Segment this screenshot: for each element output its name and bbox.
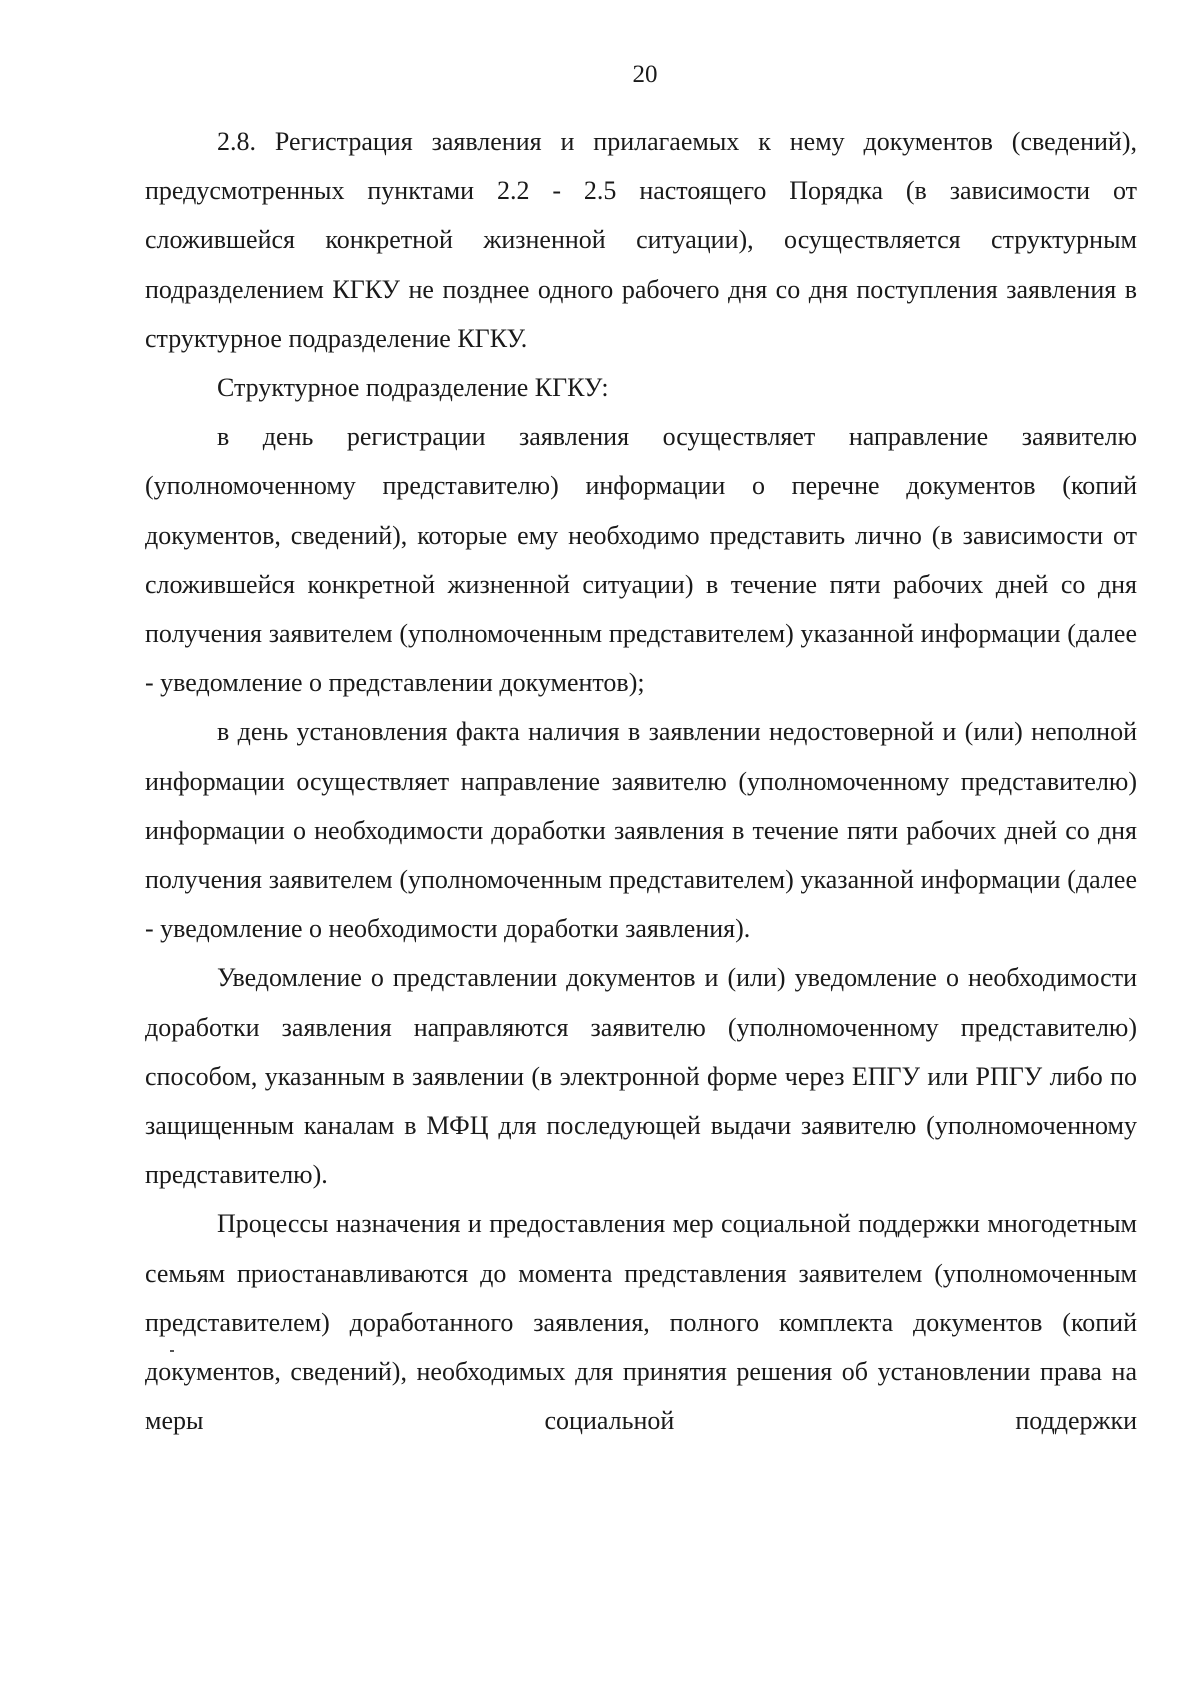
- scan-mark: [170, 1350, 174, 1352]
- paragraph-notification-delivery: Уведомление о представлении документов и (или) уведомление о необходимости доработки заявления направляются заявителю (уполномоченному представителю) способом, указанным в заявлении (в электронной форме через ЕПГУ или РПГУ либо по защищенным каналам в МФЦ для последующей выдачи заявителю (уполномоченному представителю).: [145, 963, 1137, 1190]
- paragraph-suspension: Процессы назначения и предоставления мер социальной поддержки многодетным семьям приостанавливаются до момента представления заявителем (уполномоченным представителем) доработанного заявления, полного комплекта документов (копий документов, сведений), необходимых для принятия решения об установлении права на меры социальной поддержки: [145, 1209, 1137, 1436]
- paragraph-structural-unit: Структурное подразделение КГКУ:: [217, 373, 609, 403]
- paragraph-revision-notice: в день установления факта наличия в заявлении недостоверной и (или) неполной информации осуществляет направление заявителю (уполномоченному представителю) информации о необходимости доработки заявления в течение пяти рабочих дней со дня получения заявителем (уполномоченным представителем) указанной информации (далее - уведомление о необходимости доработки заявления).: [145, 717, 1137, 944]
- document-body: [145, 117, 1137, 1445]
- paragraph-documents-notice: в день регистрации заявления осуществляет направление заявителю (уполномоченному представителю) информации о перечне документов (копий документов, сведений), которые ему необходимо представить лично (в зависимости от сложившейся конкретной жизненной ситуации) в течение пяти рабочих дней со дня получения заявителем (уполномоченным представителем) указанной информации (далее - уведомление о представлении документов);: [145, 422, 1137, 698]
- paragraph-registration: 2.8. Регистрация заявления и прилагаемых к нему документов (сведений), предусмотренных пунктами 2.2 - 2.5 настоящего Порядка (в зависимости от сложившейся конкретной жизненной ситуации), осуществляется структурным подразделением КГКУ не позднее одного рабочего дня со дня поступления заявления в структурное подразделение КГКУ.: [145, 127, 1137, 353]
- page-number: 20: [632, 61, 658, 88]
